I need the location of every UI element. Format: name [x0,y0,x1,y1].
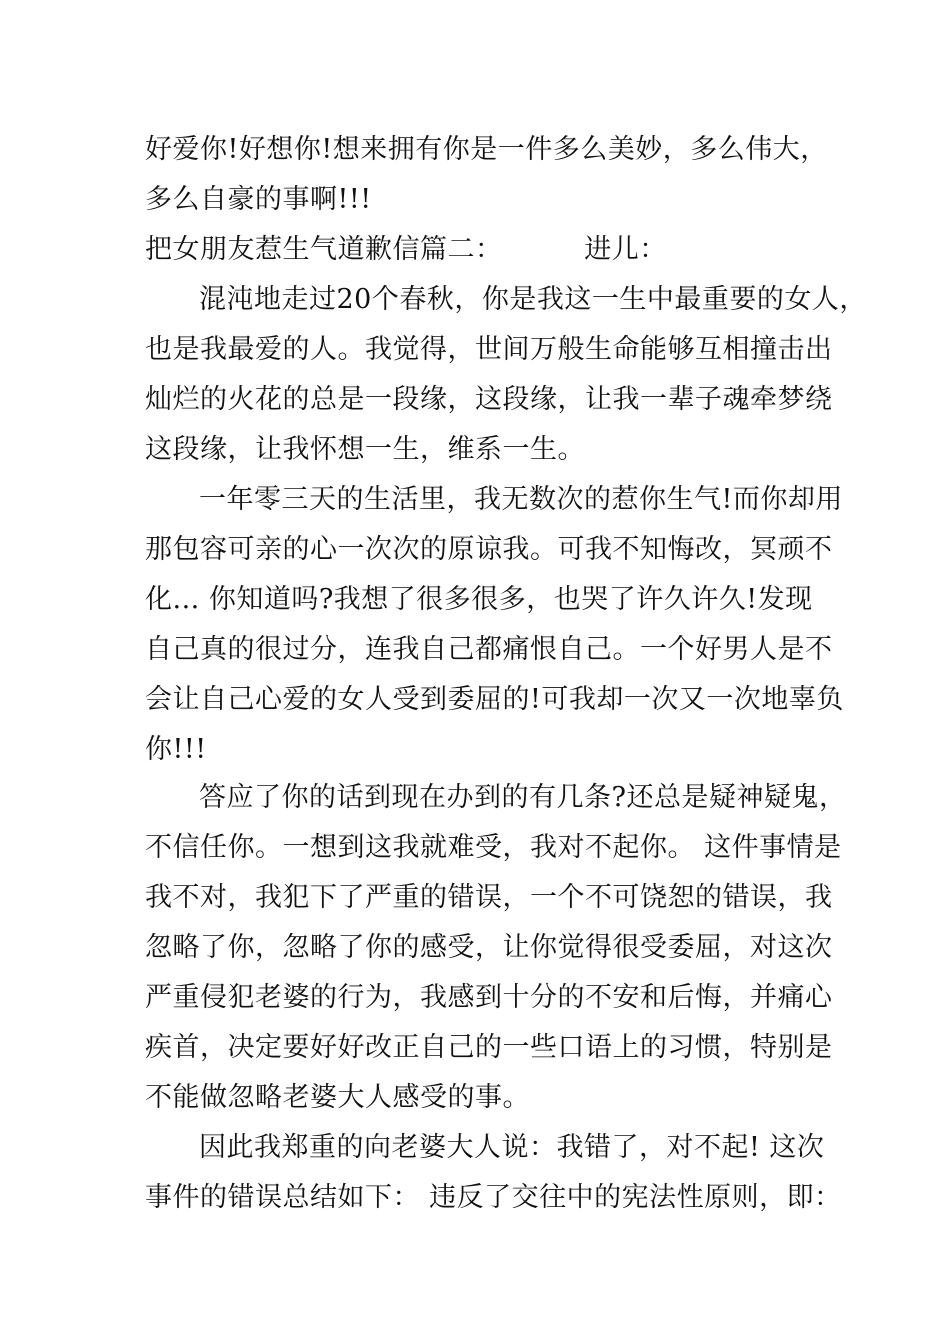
paragraph-start: 混沌地走过20个春秋，你是我这一生中最重要的女人， [199,284,867,315]
paragraph-start: 因此我郑重的向老婆大人说：我错了，对不起! 这次 [199,1132,825,1163]
text-line: 我不对，我犯下了严重的错误，一个不可饶恕的错误，我 [145,882,833,913]
text-line: 那包容可亲的心一次次的原谅我。可我不知悔改，冥顽不 [145,534,833,565]
text-line: 自己真的很过分，连我自己都痛恨自己。一个好男人是不 [145,634,833,665]
text-line: 这段缘，让我怀想一生，维系一生。 [145,434,585,465]
text-line: 会让自己心爱的女人受到委屈的!可我却一次又一次地辜负 [145,684,844,715]
text-line: 严重侵犯老婆的行为，我感到十分的不安和后悔，并痛心 [145,982,833,1013]
text-line: 多么自豪的事啊!!! [145,184,372,215]
text-line: 不能做忽略老婆大人感受的事。 [145,1082,530,1113]
paragraph-start: 一年零三天的生活里，我无数次的惹你生气!而你却用 [199,484,843,515]
text-line: 化... 你知道吗?我想了很多很多，也哭了许久许久!发现 [145,584,813,615]
section-heading: 把女朋友惹生气道歉信篇二： 进儿： [145,234,667,265]
text-line: 好爱你!好想你!想来拥有你是一件多么美妙，多么伟大， [145,134,828,165]
text-line: 疾首，决定要好好改正自己的一些口语上的习惯，特别是 [145,1032,833,1063]
text-line: 灿烂的火花的总是一段缘，这段缘，让我一辈子魂牵梦绕 [145,384,833,415]
paragraph-start: 答应了你的话到现在办到的有几条?还总是疑神疑鬼， [199,782,847,813]
text-line: 你!!! [145,734,207,765]
text-line: 不信任你。一想到这我就难受，我对不起你。 这件事情是 [145,832,842,863]
text-line: 也是我最爱的人。我觉得，世间万般生命能够互相撞击出 [145,334,833,365]
text-line: 事件的错误总结如下： 违反了交往中的宪法性原则，即： [145,1182,842,1213]
text-line: 忽略了你，忽略了你的感受，让你觉得很受委屈，对这次 [145,932,833,963]
